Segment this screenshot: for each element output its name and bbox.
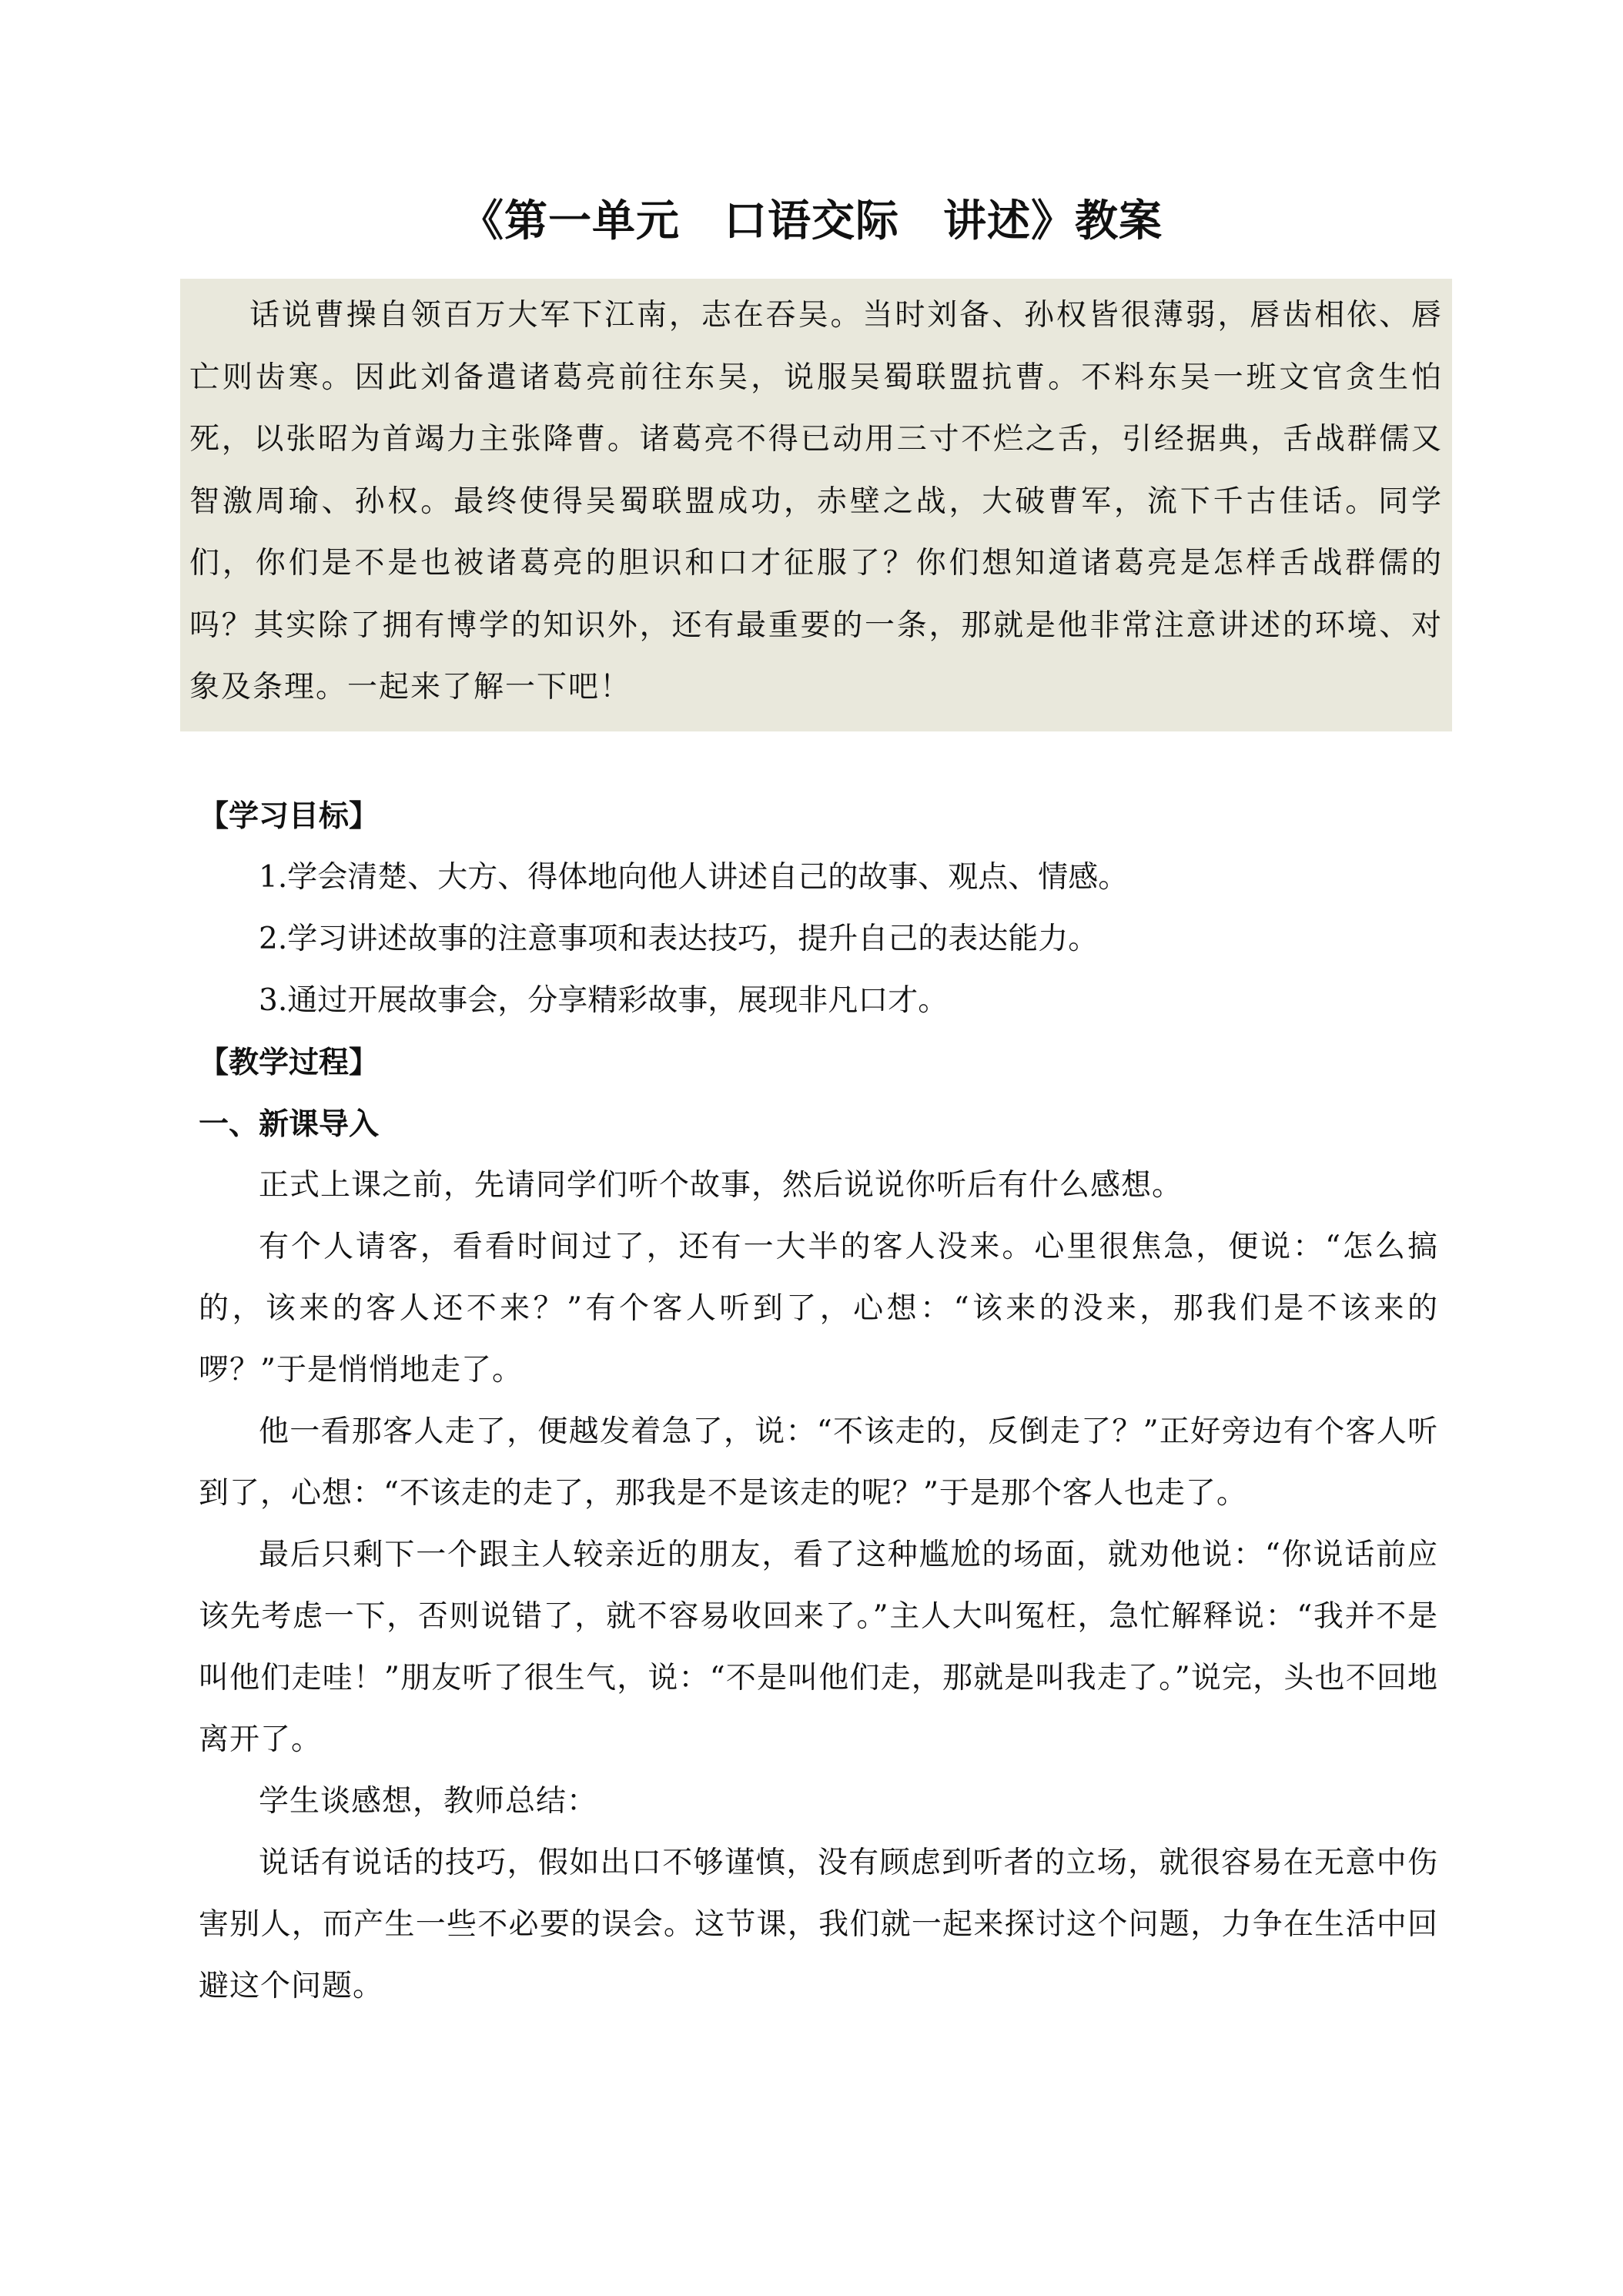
paragraph-2: 有个人请客，看看时间过了，还有一大半的客人没来。心里很焦急，便说：“怎么搞的，该来的客人还不来？”有个客人听到了，心想：“该来的没来，那我们是不该来的啰？”于是悄悄地走了。	[199, 1230, 1438, 1387]
new-lesson-intro-heading: 一、新课导入	[199, 1106, 380, 1142]
learning-goals-heading: 【学习目标】	[199, 798, 380, 834]
goal-item-1: 1.学会清楚、大方、得体地向他人讲述自己的故事、观点、情感。	[259, 860, 1129, 895]
intro-box	[180, 279, 1452, 731]
paragraph-6: 说话有说话的技巧，假如出口不够谨慎，没有顾虑到听者的立场，就很容易在无意中伤害别人，而产生一些不必要的误会。这节课，我们就一起来探讨这个问题，力争在生活中回避这个问题。	[199, 1846, 1438, 2003]
goal-item-2: 2.学习讲述故事的注意事项和表达技巧，提升自己的表达能力。	[259, 922, 1099, 956]
main-content	[199, 785, 1438, 2017]
intro-paragraph: 话说曹操自领百万大军下江南，志在吞吴。当时刘备、孙权皆很薄弱，唇齿相依、唇亡则齿寒。因此刘备遣诸葛亮前往东吴，说服吴蜀联盟抗曹。不料东吴一班文官贪生怕死，以张昭为首竭力主张降曹。诸葛亮不得已动用三寸不烂之舌，引经据典，舌战群儒又智激周瑜、孙权。最终使得吴蜀联盟成功，赤壁之战，大破曹军，流下千古佳话。同学们，你们是不是也被诸葛亮的胆识和口才征服了？你们想知道诸葛亮是怎样舌战群儒的吗？其实除了拥有博学的知识外，还有最重要的一条，那就是他非常注意讲述的环境、对象及条理。一起来了解一下吧！	[189, 298, 1443, 705]
document-title: 《第一单元 口语交际 讲述》教案	[460, 196, 1163, 246]
teaching-process-heading: 【教学过程】	[199, 1045, 380, 1080]
paragraph-3: 他一看那客人走了，便越发着急了，说：“不该走的，反倒走了？”正好旁边有个客人听到了，心想：“不该走的走了，那我是不是该走的呢？”于是那个客人也走了。	[199, 1414, 1438, 1511]
paragraph-1: 正式上课之前，先请同学们听个故事，然后说说你听后有什么感想。	[259, 1168, 1183, 1203]
paragraph-5: 学生谈感想，教师总结：	[259, 1784, 598, 1819]
paragraph-4: 最后只剩下一个跟主人较亲近的朋友，看了这种尴尬的场面，就劝他说：“你说话前应该先考虑一下，否则说错了，就不容易收回来了。”主人大叫冤枉，急忙解释说：“我并不是叫他们走哇！”朋友听了很生气，说：“不是叫他们走，那就是叫我走了。”说完，头也不回地离开了。	[199, 1538, 1438, 1757]
goal-item-3: 3.通过开展故事会，分享精彩故事，展现非凡口才。	[259, 983, 949, 1018]
